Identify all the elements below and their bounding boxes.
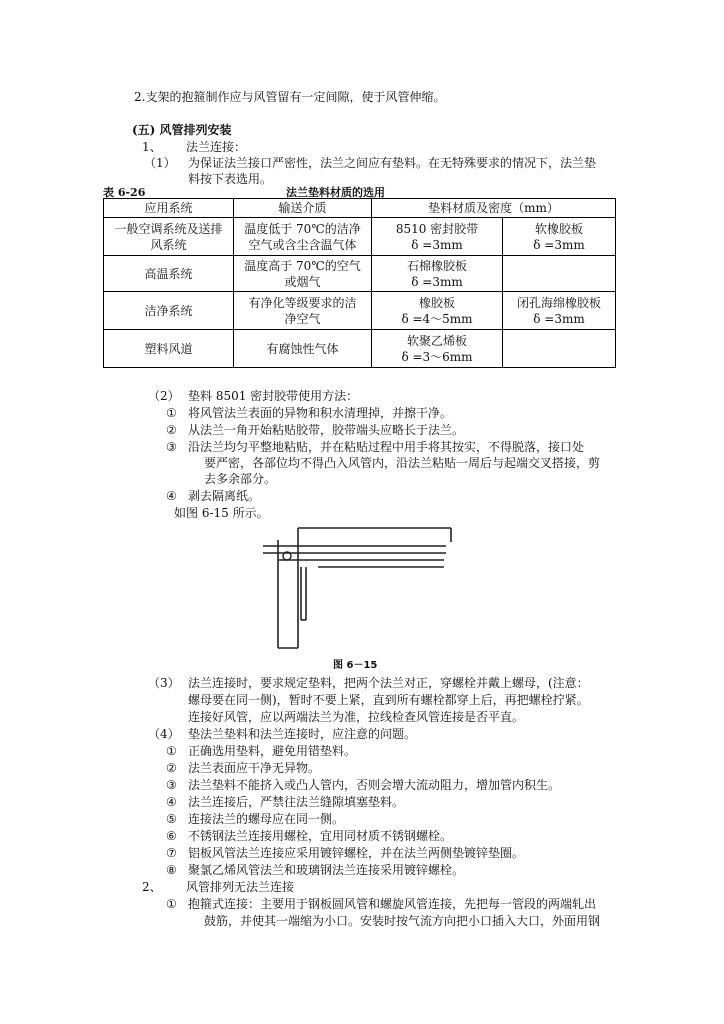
p2-item-marker: ③ <box>166 440 177 454</box>
p4-item-marker: ③ <box>166 778 177 792</box>
header-material: 垫料材质及密度（mm） <box>372 199 616 218</box>
p4-item-text: 不锈钢法兰连接用螺栓，宜用同材质不锈钢螺栓。 <box>188 829 453 843</box>
cell-material-2: 闭孔海绵橡胶板 δ =3mm <box>503 292 616 330</box>
p4-title: 垫法兰垫料和法兰连接时，应注意的问题。 <box>188 727 417 741</box>
p5-line: 抱箍式连接：主要用于钢板圆风管和螺旋风管连接，先把每一管段的两端轧出 <box>188 897 597 911</box>
p4-item-text: 铝板风管法兰连接应采用镀锌螺栓，并在法兰两侧垫镀锌垫圈。 <box>188 846 525 860</box>
table-row <box>104 218 616 256</box>
figure-caption: 图 6－15 <box>333 660 378 671</box>
cell-material-1: 橡胶板 δ =4～5mm <box>372 292 503 330</box>
p4-item-text: 正确选用垫料，避免用错垫料。 <box>188 744 357 758</box>
cell-material-2 <box>503 256 616 292</box>
cell-material-1: 8510 密封胶带 δ =3mm <box>372 218 503 256</box>
table-label: 表 6-26 <box>103 186 146 199</box>
cell-medium: 温度高于 70℃的空气 或烟气 <box>234 256 372 292</box>
cell-material-2 <box>503 330 616 368</box>
p2-item-marker: ① <box>166 406 177 420</box>
p1-line1: 为保证法兰接口严密性，法兰之间应有垫料。在无特殊要求的情况下，法兰垫 <box>188 156 597 170</box>
p2-item-text: 剥去隔离纸。 <box>188 489 261 503</box>
p4-item-text: 法兰垫料不能挤入或凸人管内，否则会增大流动阻力，增加管内积生。 <box>188 778 561 792</box>
table-row <box>104 256 616 292</box>
p2-item-text: 去多余部分。 <box>204 472 277 486</box>
p4-item-marker: ② <box>166 761 177 775</box>
p5-line: 鼓筋，并使其一端缩为小口。安装时按气流方向把小口插入大口，外面用钢 <box>204 914 601 928</box>
table-caption: 法兰垫料材质的选用 <box>286 186 385 199</box>
sub1-number: 1、 <box>142 140 162 154</box>
p3-number: （3） <box>148 676 180 690</box>
cell-material-2: 软橡胶板 δ =3mm <box>503 218 616 256</box>
p2-item-text: 沿法兰均匀平整地粘贴，并在粘贴过程中用手将其按实，不得脱落，接口处 <box>188 440 585 454</box>
table-row <box>104 330 616 368</box>
p2-item-marker: ④ <box>166 489 177 503</box>
header-medium: 输送介质 <box>234 199 372 218</box>
cell-system: 一般空调系统及送排 风系统 <box>104 218 234 256</box>
p4-item-marker: ⑤ <box>166 812 177 826</box>
cell-system: 高温系统 <box>104 256 234 292</box>
cell-material-1: 软聚乙烯板 δ =3～6mm <box>372 330 503 368</box>
p2-item-text: 要严密，各部位均不得凸入风管内，沿法兰粘贴一周后与起端交叉搭接，剪 <box>204 456 601 470</box>
cell-medium: 有腐蚀性气体 <box>234 330 372 368</box>
cell-system: 塑料风道 <box>104 330 234 368</box>
p4-item-text: 法兰表面应干净无异物。 <box>188 761 321 775</box>
sub2-number: 2、 <box>142 880 162 894</box>
cell-material-1: 石棉橡胶板 δ =3mm <box>372 256 503 292</box>
cell-medium: 有净化等级要求的洁 净空气 <box>234 292 372 330</box>
p4-item-marker: ④ <box>166 795 177 809</box>
p1-number: （1） <box>144 156 176 170</box>
p2-title: 垫料 8501 密封胶带使用方法： <box>188 389 359 403</box>
p5-marker: ① <box>166 897 177 911</box>
p2-item-marker: ② <box>166 423 177 437</box>
p4-item-text: 法兰连接后，严禁往法兰缝隙填塞垫料。 <box>188 795 405 809</box>
sub1-text: 法兰连接： <box>186 140 247 154</box>
gasket-material-table <box>103 198 616 368</box>
p4-item-marker: ① <box>166 744 177 758</box>
cell-medium: 温度低于 70℃的洁净 空气或含尘含温气体 <box>234 218 372 256</box>
p4-item-text: 连接法兰的螺母应在同一侧。 <box>188 812 345 826</box>
p3-line: 连接好风管，应以两端法兰为准，拉线检查风管连接是否平直。 <box>188 710 525 724</box>
p1-line2: 料按下表选用。 <box>188 172 273 186</box>
p3-line: 法兰连接时，要求规定垫料，把两个法兰对正，穿螺栓并戴上螺母，(注意： <box>188 676 589 690</box>
p3-line: 螺母要在同一侧)，暂时不要上紧，直到所有螺栓都穿上后，再把螺栓拧紧。 <box>188 693 589 707</box>
flange-gasket-figure <box>258 520 458 652</box>
sub2-text: 风管排列无法兰连接 <box>186 880 295 894</box>
cell-system: 洁净系统 <box>104 292 234 330</box>
p2-item-text: 将风管法兰表面的异物和积水清理掉，并擦干净。 <box>188 406 453 420</box>
p4-item-marker: ⑧ <box>166 863 177 877</box>
p4-number: （4） <box>148 727 180 741</box>
p4-item-text: 聚氯乙烯风管法兰和玻璃钢法兰连接采用镀锌螺栓。 <box>188 863 465 877</box>
table-header-row <box>104 199 616 218</box>
p2-item-text: 从法兰一角开始粘贴胶带，胶带端头应略长于法兰。 <box>188 423 465 437</box>
figure-reference: 如图 6-15 所示。 <box>174 506 269 520</box>
p2-number: （2） <box>148 389 180 403</box>
header-system: 应用系统 <box>104 199 234 218</box>
p4-item-marker: ⑥ <box>166 829 177 843</box>
section-title: (五) 风管排列安装 <box>132 123 232 137</box>
intro-paragraph: 2.支架的抱箍制作应与风管留有一定间隙，使于风管伸缩。 <box>134 90 446 104</box>
p4-item-marker: ⑦ <box>166 846 177 860</box>
table-row <box>104 292 616 330</box>
